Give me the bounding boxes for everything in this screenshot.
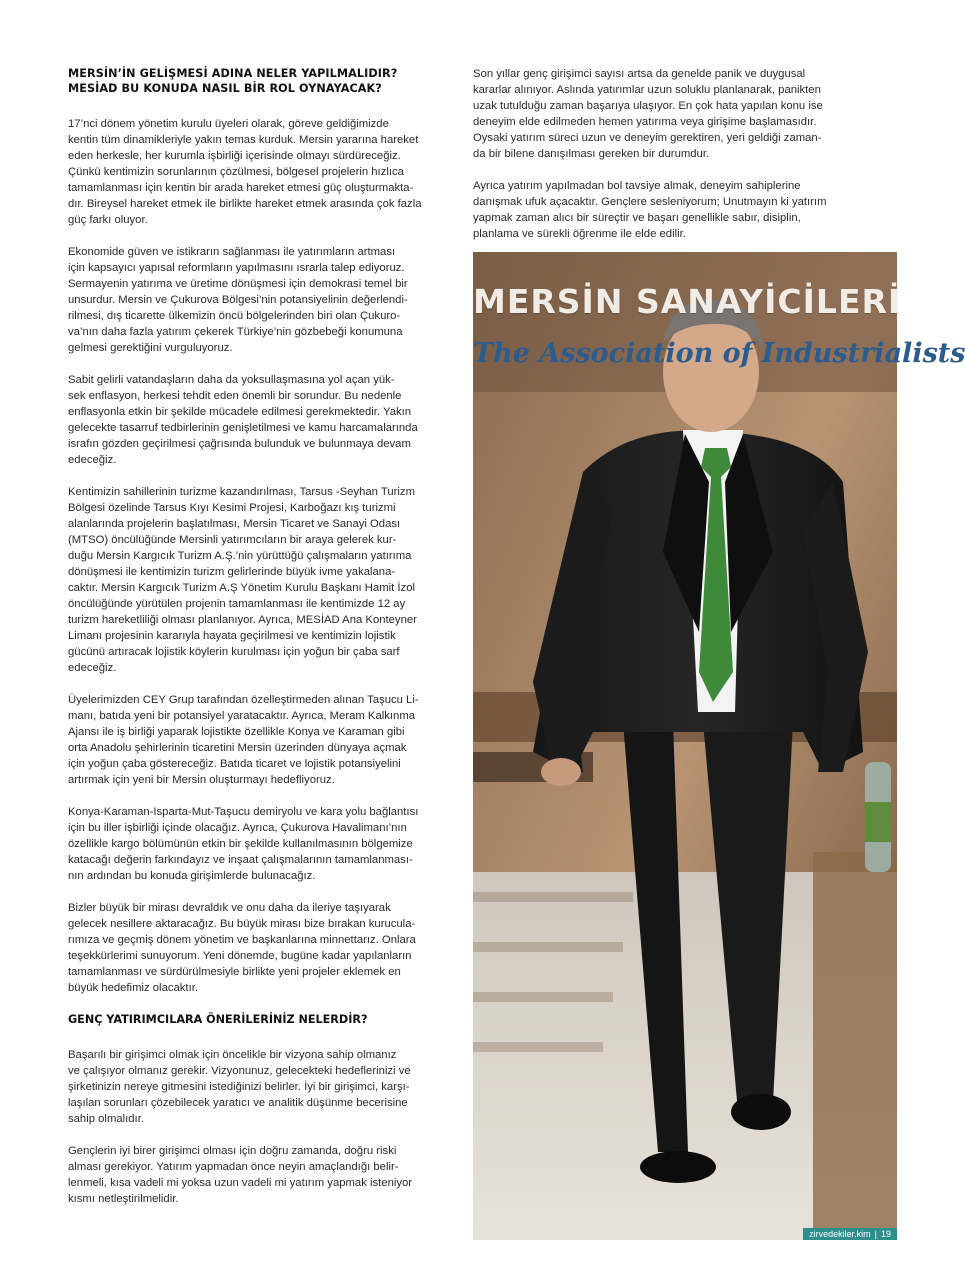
portrait-photo (473, 252, 965, 1240)
paragraph-line: lenmeli, kısa vadeli mi yoksa uzun vadeli mi yatırım yapmak isteniyor (68, 1177, 413, 1189)
paragraph-line: turizm hareketliliği olması planlanıyor. Ayrıca, MESİAD Ana Konteyner (68, 614, 417, 626)
paragraph-line: israfın gözden geçirilmesi çağrısında bulunduk ve bulunmaya devam (68, 438, 411, 450)
paragraph (68, 484, 458, 676)
paragraph-line: için kapsayıcı yapısal reformların yapılmasını ısrarla talep ediyoruz. (68, 262, 405, 274)
paragraph-line: Kentimizin sahillerinin turizme kazandırılması, Tarsus -Seyhan Turizm (68, 486, 415, 498)
paragraph-line: rımıza ve geçmiş dönem yönetim ve başkanlarına minnettarız. Onlara (68, 934, 416, 946)
paragraph (473, 178, 865, 242)
paragraph-line: Bizler büyük bir mirası devraldık ve onu daha da ileriye taşıyarak (68, 902, 391, 914)
paragraph-line: artırmak için yeni bir Mersin oluşturmayı hedefliyoruz. (68, 774, 335, 786)
paragraph-line: orta Anadolu şehirlerinin ticaretini Mersin üzerinden dünyaya açmak (68, 742, 407, 754)
paragraph-line: alanlarında projelerin başlatılması, Mersin Ticaret ve Sanayi Odası (68, 518, 401, 530)
paragraph-line: kentin tüm dinamikleriyle yakın temas kurduk. Mersin yararına hareket (68, 134, 419, 146)
paragraph-line: nın ardından bu konuda girişimlerde bulunacağız. (68, 870, 316, 882)
paragraph-line: edeceğiz. (68, 662, 117, 674)
paragraph-line: Konya-Karaman-Isparta-Mut-Taşucu demiryolu ve kara yolu bağlantısı (68, 806, 419, 818)
background-sign-title: MERSİN SANAYİCİLERİ (473, 282, 902, 321)
paragraph-line: alması gerekiyor. Yatırım yapmadan önce neyin amaçlandığı belir- (68, 1161, 399, 1173)
paragraph-line: duğu Mersin Kargıcık Turizm A.Ş.’nin yürüttüğü çalışmaların yatırıma (68, 550, 412, 562)
heading-line: MESİAD BU KONUDA NASIL BİR ROL OYNAYACAK? (68, 82, 382, 95)
paragraph-line: Başarılı bir girişimci olmak için öncelikle bir vizyona sahip olmanız (68, 1049, 397, 1061)
paragraph (68, 116, 458, 228)
paragraph-line: uzak tutulduğu zaman başarıya ulaşıyor. En çok hata yapılan konu ise (473, 100, 823, 112)
paragraph-line: gücünü artıracak lojistik köylerin kurulması için yoğun bir çaba sarf (68, 646, 400, 658)
paragraph (68, 900, 458, 996)
page-footer (803, 1228, 897, 1240)
paragraph-line: caktır. Mersin Kargıcık Turizm A.Ş Yönetim Kurulu Başkanı Hamit İzol (68, 582, 415, 594)
paragraph-line: Üyelerimizden CEY Grup tarafından özelleştirmeden alınan Taşucu Li- (68, 694, 419, 706)
page-number: 19 (880, 1229, 891, 1239)
paragraph-line: Gençlerin iyi birer girişimci olması için doğru zamanda, doğru riski (68, 1145, 397, 1157)
paragraph (68, 1143, 458, 1207)
paragraph-line: Limanı projesinin kararıyla hayata geçirilmesi ve kentimizin lojistik (68, 630, 396, 642)
paragraph-line: için yoğun çaba göstereceğiz. Batıda ticaret ve lojistik potansiyelini (68, 758, 401, 770)
paragraph-line: danışmak ufuk açacaktır. Gençlere sesleniyorum; Unutmayın ki yatırım (473, 196, 827, 208)
paragraph-line: Oysaki yatırım süreci uzun ve deneyim gerektiren, yeri geldiği zaman- (473, 132, 822, 144)
paragraph-line: yapmak zaman alıcı bir süreçtir ve başarı genellikle sabır, disiplin, (473, 212, 801, 224)
paragraph-line: özellikle kargo bölümünün etkin bir şekilde kullanılmasının bölgemize (68, 838, 413, 850)
paragraph-line: Çünkü kentimizin sorunlarının çözülmesi, bölgesel projelerin hızlıca (68, 166, 404, 178)
paragraph-line: Ayrıca yatırım yapılmadan bol tavsiye almak, deneyim sahiplerine (473, 180, 801, 192)
paragraph (68, 372, 458, 468)
footer-site: zirvedekiler.kim (809, 1229, 871, 1239)
paragraph-line: Ajansı ile iş birliği yaparak lojistikte özellikle Konya ve Karaman gibi (68, 726, 405, 738)
paragraph-line: katacağı değerin farkındayız ve inşaat çalışmalarının tamamlanması- (68, 854, 413, 866)
paragraph-line: unsurdur. Mersin ve Çukurova Bölgesi’nin potansiyelinin değerlendi- (68, 294, 408, 306)
left-column (68, 66, 458, 1223)
paragraph-line: kararlar alınıyor. Aslında yatırımlar uzun soluklu planlanarak, panikten (473, 84, 821, 96)
portrait-illustration (473, 252, 965, 1240)
paragraph (68, 1047, 458, 1127)
paragraph-line: gelecek nesillere aktaracağız. Bu büyük mirası bize bırakan kurucula- (68, 918, 416, 930)
paragraph-line: rilmesi, dış ticarette ülkemizin öncü bölgelerinden biri olan Çukuro- (68, 310, 401, 322)
paragraph-line: dönüşmesi ile kentimizin turizm gelirlerinde büyük ivme yakalana- (68, 566, 396, 578)
paragraph-line: öncülüğünde yürütülen projenin tamamlanması ile kentimizde 12 ay (68, 598, 406, 610)
paragraph (68, 244, 458, 356)
heading-line: MERSİN’İN GELİŞMESİ ADINA NELER YAPILMALIDIR? (68, 67, 398, 80)
paragraph-line: için bu iller işbirliği içinde olacağız. Ayrıca, Çukurova Havalimanı’nın (68, 822, 407, 834)
paragraph-line: Sermayenin yatırıma ve üretime dönüşmesi için demokrasi temel bir (68, 278, 408, 290)
paragraph-line: 17’nci dönem yönetim kurulu üyeleri olarak, göreve geldiğimizde (68, 118, 389, 130)
paragraph-line: manı, batıda yeni bir potansiyel yaratacaktır. Ayrıca, Meram Kalkınma (68, 710, 416, 722)
paragraph-line: ve çalışıyor olmanız gerekir. Vizyonunuz, gelecekteki hedeflerinizi ve (68, 1065, 411, 1077)
paragraph-line: gelecekte tasarruf tedbirlerinin genişletilmesi ve kamu harcamalarında (68, 422, 418, 434)
paragraph (68, 692, 458, 788)
paragraph-line: Bölgesi özelinde Tarsus Kıyı Kesimi Projesi, Karboğazı kış turizmi (68, 502, 396, 514)
paragraph-line: büyük hedefimiz olacaktır. (68, 982, 198, 994)
paragraph-line: kısmı netleştirilmelidir. (68, 1193, 179, 1205)
right-paragraphs (473, 66, 865, 242)
paragraph-line: (MTSO) öncülüğünde Mersinli yatırımcıların bir araya gelerek kur- (68, 534, 397, 546)
paragraph-line: teşekkürlerimi sunuyorum. Yeni dönemde, bugüne kadar yapılanların (68, 950, 412, 962)
background-sign-subtitle: The Association of Industrialists (473, 338, 965, 369)
paragraph-line: tamamlanması ve sürdürülmesiyle birlikte yeni projeler eklemek en (68, 966, 401, 978)
paragraph-line: gelmesi gerektiğini vurguluyoruz. (68, 342, 233, 354)
paragraph-line: eden herkesle, her kurumla işbirliği içerisinde olmayı sürdüreceğiz. (68, 150, 401, 162)
left-paragraphs (68, 116, 458, 996)
paragraph-line: tamamlanması için kentin bir arada hareket etmesi güç oluşturmakta- (68, 182, 414, 194)
paragraph-line: Sabit gelirli vatandaşların daha da yoksullaşmasına yol açan yük- (68, 374, 395, 386)
paragraph-line: Ekonomide güven ve istikrarın sağlanması ile yatırımların artması (68, 246, 396, 258)
paragraph (68, 804, 458, 884)
paragraph-line: deneyim elde edilmeden hemen yatırıma veya girişime başlamasıdır. (473, 116, 817, 128)
paragraph-line: güç farkı oluyor. (68, 214, 148, 226)
paragraph-line: planlama ve sürekli öğrenme ile elde edilir. (473, 228, 686, 240)
footer-separator: | (874, 1229, 877, 1239)
paragraph-line: edeceğiz. (68, 454, 117, 466)
paragraph-line: sahip olmalıdır. (68, 1113, 144, 1125)
right-column (473, 66, 865, 258)
paragraph-line: Son yıllar genç girişimci sayısı artsa da genelde panik ve duygusal (473, 68, 806, 80)
paragraph-line: da bir bilene danışılması gereken bir durumdur. (473, 148, 710, 160)
paragraph-line: dır. Bireysel hareket etmek ile birlikte hareket etmek arasında çok fazla (68, 198, 422, 210)
paragraph-line: şirketinizin nereye gitmesini istediğinizi belirler. İyi bir girişimci, karşı- (68, 1081, 410, 1093)
paragraph-line: enflasyonla etkin bir şekilde mücadele edilmesi gerekmektedir. Yakın (68, 406, 412, 418)
section-heading-young-investors: GENÇ YATIRIMCILARA ÖNERİLERİNİZ NELERDİR? (68, 1013, 368, 1026)
paragraph-line: va’nın daha fazla yatırım çekerek Türkiye’nin gözbebeği konumuna (68, 326, 403, 338)
left-paragraphs-2 (68, 1047, 458, 1207)
paragraph-line: sek enflasyon, herkesi tehdit eden önemli bir sorundur. Bu nedenle (68, 390, 402, 402)
paragraph-line: laşılan sorunları çözebilecek yaratıcı ve analitik düşünme becerisine (68, 1097, 408, 1109)
paragraph (473, 66, 865, 162)
section-heading-mersin (68, 66, 458, 96)
